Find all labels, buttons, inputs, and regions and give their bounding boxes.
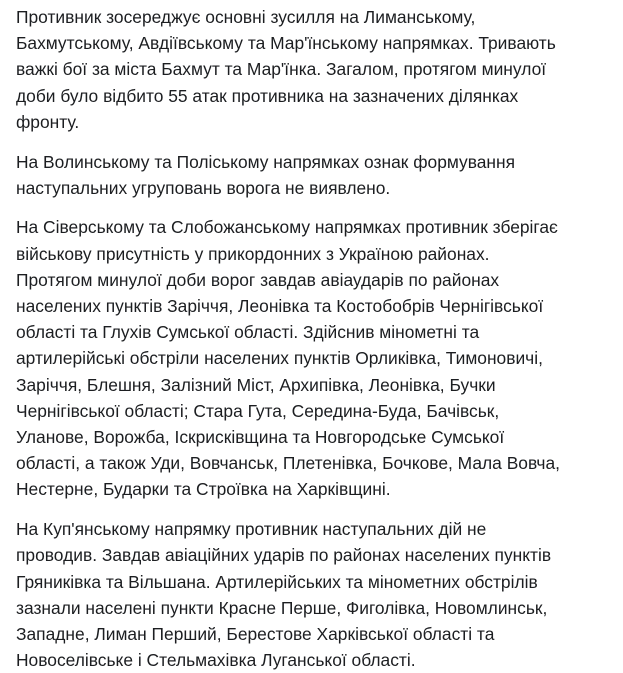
- paragraph-3: [16, 214, 615, 502]
- text-line: наступальних угруповань ворога не виявлено.: [16, 177, 391, 198]
- text-line: зазнали населені пункти Красне Перше, Фиголівка, Новомлинськ,: [16, 597, 548, 618]
- text-line: Уланове, Ворожба, Іскрисківщина та Новгородське Сумської: [16, 427, 505, 448]
- text-line: Протягом минулої доби ворог завдав авіаударів по районах: [16, 269, 500, 290]
- text-line: На Сіверському та Слобожанському напрямках противник зберігає: [16, 217, 558, 238]
- text-line: На Куп'янському напрямку противник наступальних дій не: [16, 519, 487, 540]
- text-line: доби було відбито 55 атак противника на зазначених ділянках: [16, 85, 519, 106]
- text-line: Чернігівської області; Стара Гута, Середина-Буда, Бачівськ,: [16, 400, 500, 421]
- text-line: Бахмутському, Авдіївському та Мар'їнському напрямках. Тривають: [16, 33, 556, 54]
- paragraph-1: [16, 4, 615, 135]
- text-line: важкі бої за міста Бахмут та Мар'їнка. Загалом, протягом минулої: [16, 59, 547, 80]
- text-line: Нестерне, Бударки та Строївка на Харківщині.: [16, 479, 391, 500]
- text-line: Гряниківка та Вільшана. Артилерійських та мінометних обстрілів: [16, 571, 538, 592]
- text-line: Новоселівське і Стельмахівка Луганської області.: [16, 650, 416, 671]
- text-line: На Волинському та Поліському напрямках ознак формування: [16, 151, 516, 172]
- paragraph-4: [16, 516, 615, 673]
- text-line: Заріччя, Блешня, Залізний Міст, Архипівка, Леонівка, Бучки: [16, 374, 496, 395]
- text-line: військову присутність у прикордонних з Україною районах.: [16, 243, 490, 264]
- text-line: Западне, Лиман Перший, Берестове Харківської області та: [16, 623, 495, 644]
- text-line: проводив. Завдав авіаційних ударів по районах населених пунктів: [16, 545, 552, 566]
- text-line: Противник зосереджує основні зусилля на Лиманському,: [16, 7, 476, 27]
- text-line: артилерійські обстріли населених пунктів Орликівка, Тимоновичі,: [16, 348, 543, 369]
- text-line: фронту.: [16, 111, 80, 132]
- text-line: області, а також Уди, Вовчанськ, Плетенівка, Бочкове, Мала Вовча,: [16, 453, 560, 474]
- text-line: області та Глухів Сумської області. Здійснив мінометні та: [16, 322, 480, 343]
- text-line: населених пунктів Заріччя, Леонівка та Костобобрів Чернігівської: [16, 296, 544, 317]
- paragraph-2: [16, 149, 615, 201]
